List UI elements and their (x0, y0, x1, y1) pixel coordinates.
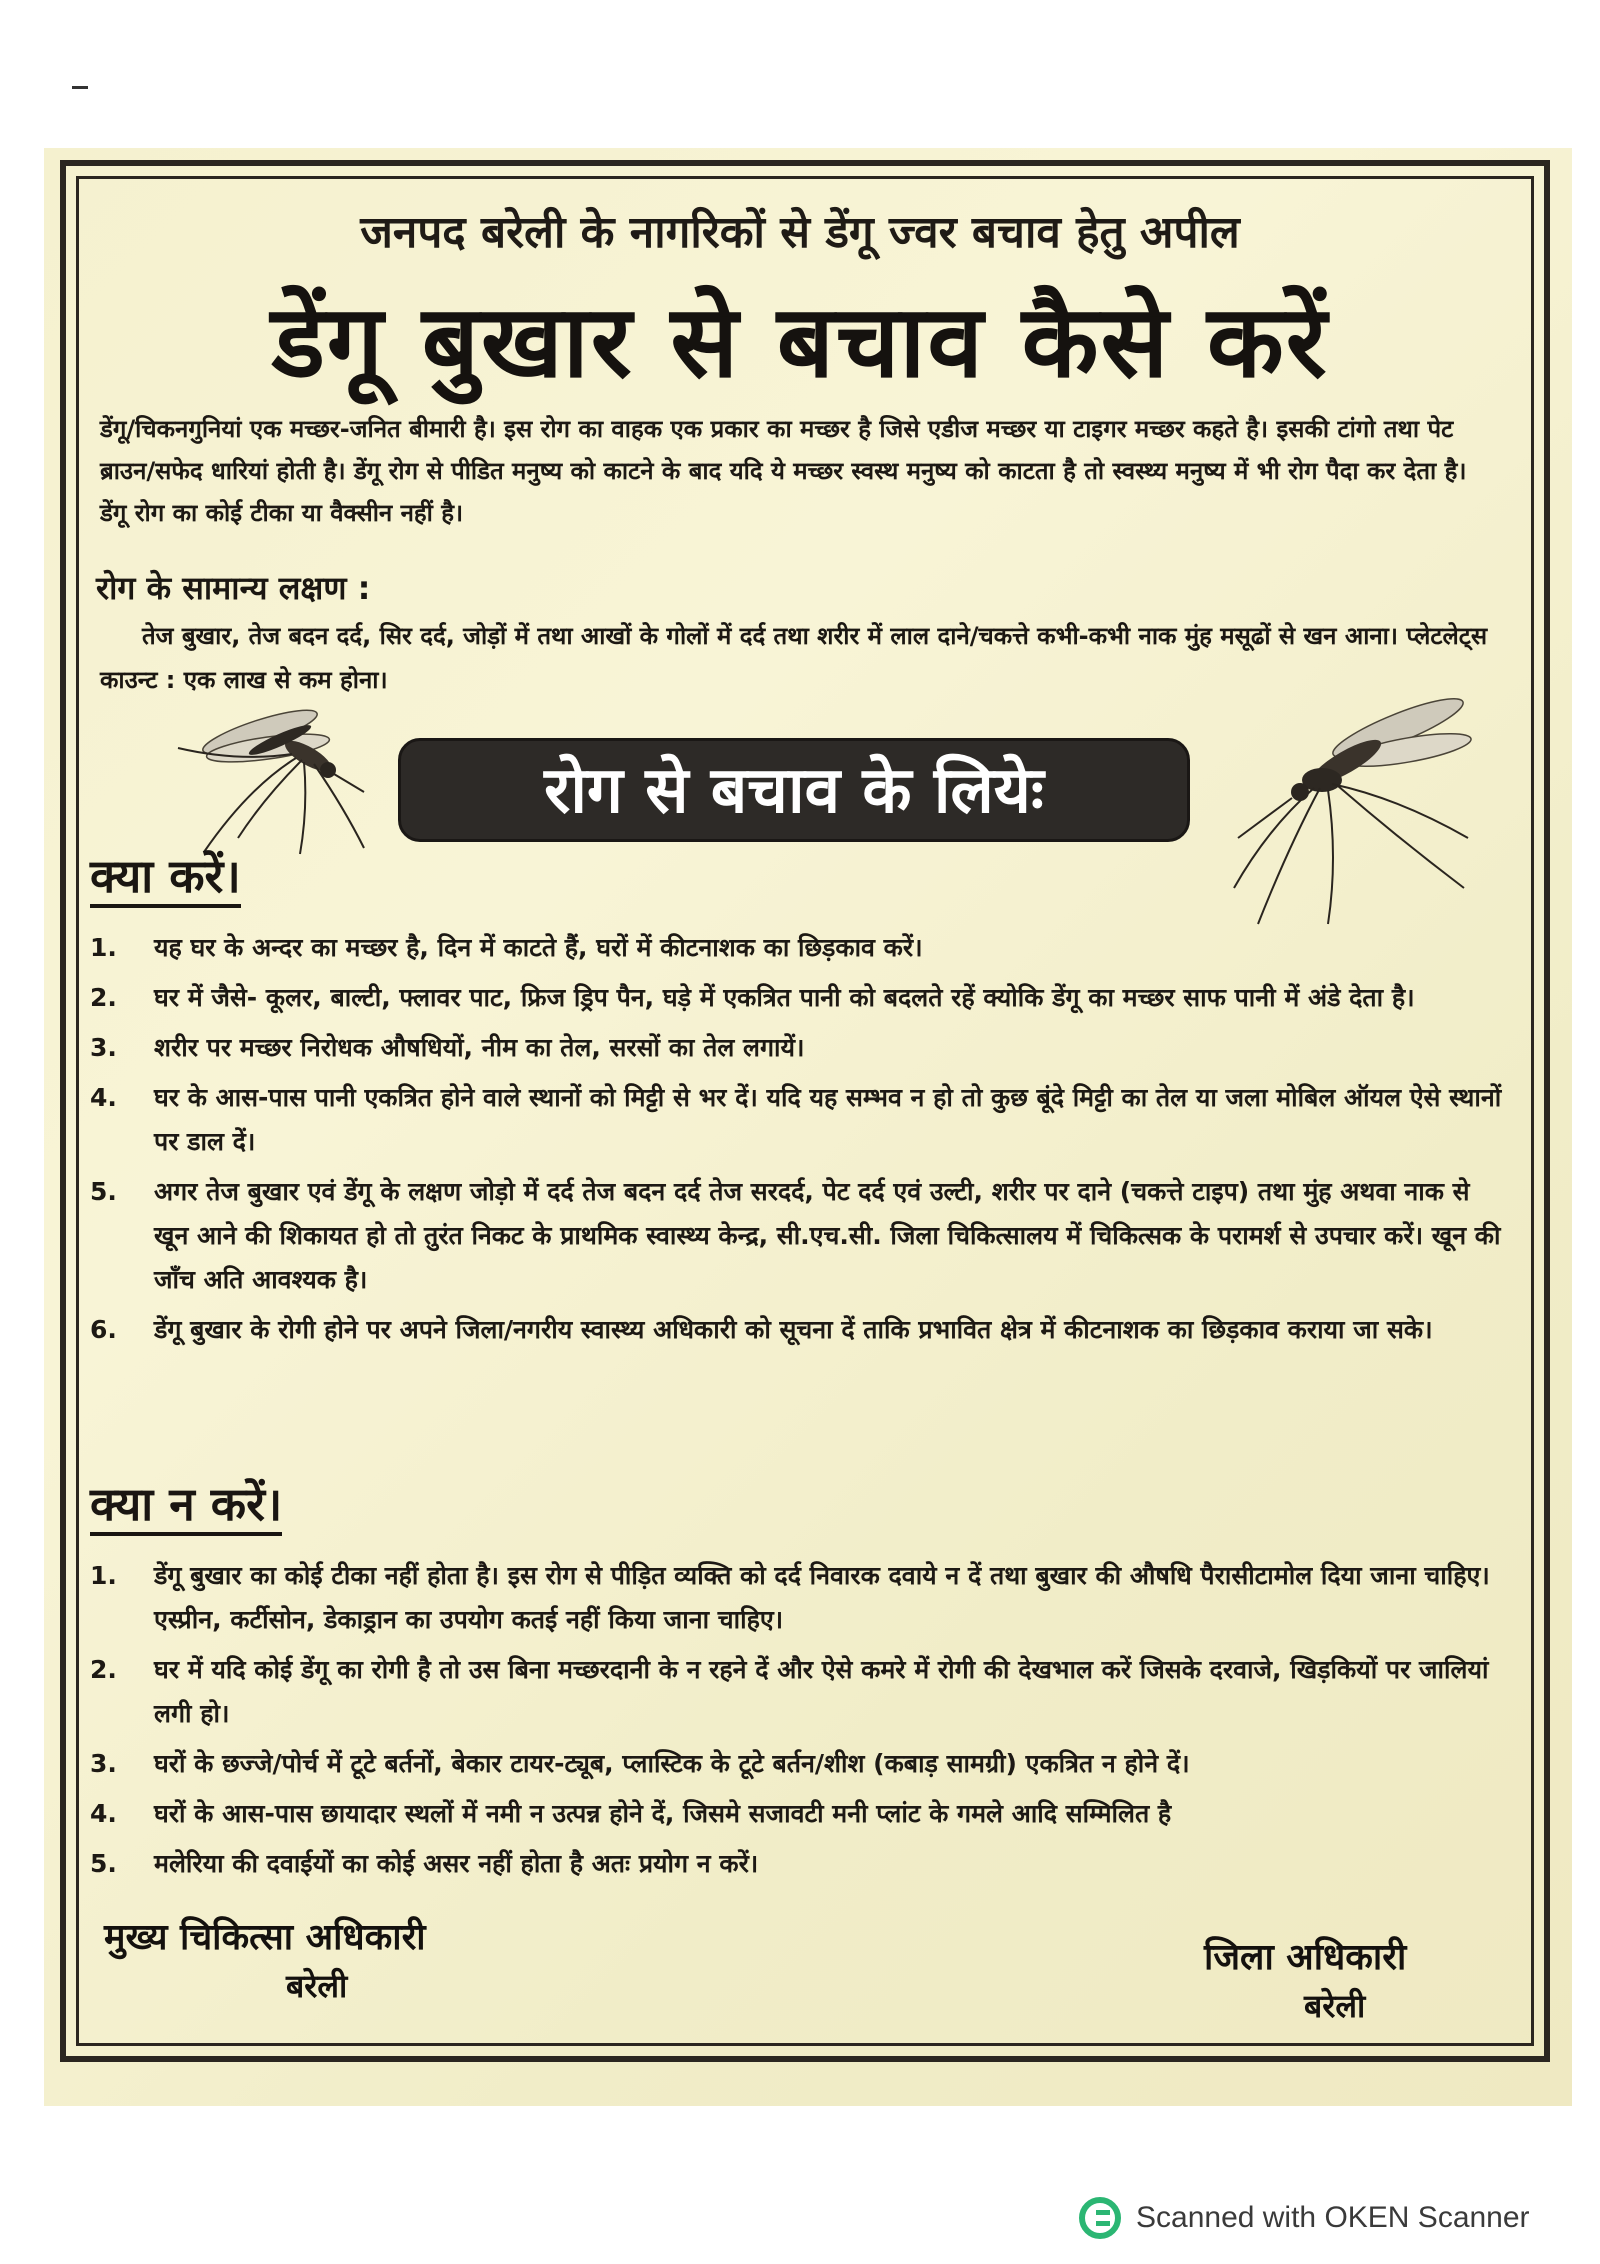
dont-section-heading: क्या न करें। (90, 1476, 282, 1536)
list-item-number: 2. (90, 983, 117, 1012)
list-item (90, 1742, 1508, 1786)
list-item (90, 1554, 1508, 1642)
do-section-heading: क्या करें। (90, 848, 241, 908)
symptoms-heading: रोग के सामान्य लक्षण : (96, 569, 371, 607)
list-item-text: घरों के आस-पास छायादार स्थलों में नमी न उत्पन्न होने दें, जिसमे सजावटी मनी प्लांट के गमले आदि सम्मिलित है (154, 1799, 1172, 1828)
list-item (90, 1648, 1508, 1736)
list-item-number: 3. (90, 1033, 117, 1062)
list-item-text: डेंगू बुखार का कोई टीका नहीं होता है। इस रोग से पीड़ित व्यक्ति को दर्द निवारक दवाये न दें तथा बुखार की औषधि पैरासीटामोल दिया जाना चाहिए। एस्प्रीन, कर्टीसोन, डेकाड्रान का उपयोग कतई नहीं किया जाना चाहिए। (154, 1561, 1490, 1634)
oken-scanner-logo-icon (1078, 2196, 1122, 2240)
dm-signature (1204, 1934, 1406, 2030)
page-corner-mark (72, 86, 88, 89)
list-item-number: 6. (90, 1315, 117, 1344)
dont-list (90, 1554, 1508, 1892)
symptoms-text: तेज बुखार, तेज बदन दर्द, सिर दर्द, जोड़ों में तथा आखों के गोलों में दर्द तथा शरीर में लाल दाने/चकत्ते कभी-कभी नाक मुंह मसूढों से खन आना। प्लेटलेट्स काउन्ट : एक लाख से कम होना। (100, 622, 1488, 694)
list-item (90, 1792, 1508, 1836)
cmo-title: मुख्य चिकित्सा अधिकारी (104, 1917, 426, 1958)
list-item-text: यह घर के अन्दर का मच्छर है, दिन में काटते हैं, घरों में कीटनाशक का छिड़काव करें। (154, 933, 923, 962)
list-item-number: 1. (90, 933, 117, 962)
list-item-text: घर के आस-पास पानी एकत्रित होने वाले स्थानों को मिट्टी से भर दें। यदि यह सम्भव न हो तो कुछ बूंदे मिट्टी का तेल या जला मोबिल ऑयल ऐसे स्थानों पर डाल दें। (154, 1083, 1502, 1156)
list-item (90, 976, 1508, 1020)
cmo-signature (104, 1914, 426, 2010)
cmo-place: बरेली (286, 1967, 348, 2005)
list-item-text: डेंगू बुखार के रोगी होने पर अपने जिला/नगरीय स्वास्थ्य अधिकारी को सूचना दें ताकि प्रभावित क्षेत्र में कीटनाशक का छिड़काव कराया जा सके। (154, 1315, 1433, 1344)
list-item (90, 1026, 1508, 1070)
list-item (90, 1076, 1508, 1164)
list-item-number: 5. (90, 1849, 117, 1878)
dm-title: जिला अधिकारी (1204, 1937, 1407, 1978)
prevention-banner: रोग से बचाव के लियेः (398, 738, 1190, 842)
list-item-number: 2. (90, 1655, 117, 1684)
list-item-number: 1. (90, 1561, 117, 1590)
appeal-subtitle: जनपद बरेली के नागरिकों से डेंगू ज्वर बचाव हेतु अपील (360, 207, 1240, 258)
list-item-text: मलेरिया की दवाईयों का कोई असर नहीं होता है अतः प्रयोग न करें। (154, 1849, 759, 1878)
list-item-number: 4. (90, 1083, 117, 1112)
intro-paragraph: डेंगू/चिकनगुनियां एक मच्छर-जनित बीमारी है। इस रोग का वाहक एक प्रकार का मच्छर है जिसे एडीज मच्छर या टाइगर मच्छर कहते है। इसकी टांगो तथा पेट ब्राउन/सफेद धारियां होती है। डेंगू रोग से पीडित मनुष्य को काटने के बाद यदि ये मच्छर स्वस्थ मनुष्य को काटता है तो स्वस्थ्य मनुष्य में भी रोग पैदा कर देता है। डेंगू रोग का कोई टीका या वैक्सीन नहीं है। (100, 415, 1467, 527)
list-item (90, 1170, 1508, 1302)
mosquito-left-icon (168, 688, 368, 858)
list-item (90, 1308, 1508, 1352)
do-list (90, 926, 1508, 1358)
dm-place: बरेली (1304, 1987, 1366, 2025)
list-item-text: घर में यदि कोई डेंगू का रोगी है तो उस बिना मच्छरदानी के न रहने दें और ऐसे कमरे में रोगी की देखभाल करें जिसके दरवाजे, खिड़कियों पर जालियां लगी हो। (154, 1655, 1489, 1728)
list-item-text: अगर तेज बुखार एवं डेंगू के लक्षण जोड़ो में दर्द तेज बदन दर्द तेज सरदर्द, पेट दर्द एवं उल्टी, शरीर पर दाने (चकत्ते टाइप) तथा मुंह अथवा नाक से खून आने की शिकायत हो तो तुरंत निकट के प्राथमिक स्वास्थ्य केन्द्र, सी.एच.सी. जिला चिकित्सालय में चिकित्सक के परामर्श से उपचार करें। खून की जाँच अति आवश्यक है। (154, 1177, 1501, 1294)
poster-title: डेंगू बुखार से बचाव कैसे करें (271, 283, 1329, 400)
scanner-watermark (1078, 2196, 1530, 2240)
scanner-watermark-text: Scanned with OKEN Scanner (1136, 2201, 1530, 2234)
list-item-text: शरीर पर मच्छर निरोधक औषधियों, नीम का तेल, सरसों का तेल लगायें। (154, 1033, 805, 1062)
list-item-number: 5. (90, 1177, 117, 1206)
list-item-number: 3. (90, 1749, 117, 1778)
list-item (90, 1842, 1508, 1886)
list-item-number: 4. (90, 1799, 117, 1828)
mosquito-right-icon (1228, 688, 1478, 928)
list-item-text: घरों के छज्जे/पोर्च में टूटे बर्तनों, बेकार टायर-ट्यूब, प्लास्टिक के टूटे बर्तन/शीश (कबाड़ सामग्री) एकत्रित न होने दें। (154, 1749, 1190, 1778)
list-item-text: घर में जैसे- कूलर, बाल्टी, फ्लावर पाट, फ्रिज ड्रिप पैन, घड़े में एकत्रित पानी को बदलते रहें क्योकि डेंगू का मच्छर साफ पानी में अंडे देता है। (154, 983, 1415, 1012)
list-item (90, 926, 1508, 970)
